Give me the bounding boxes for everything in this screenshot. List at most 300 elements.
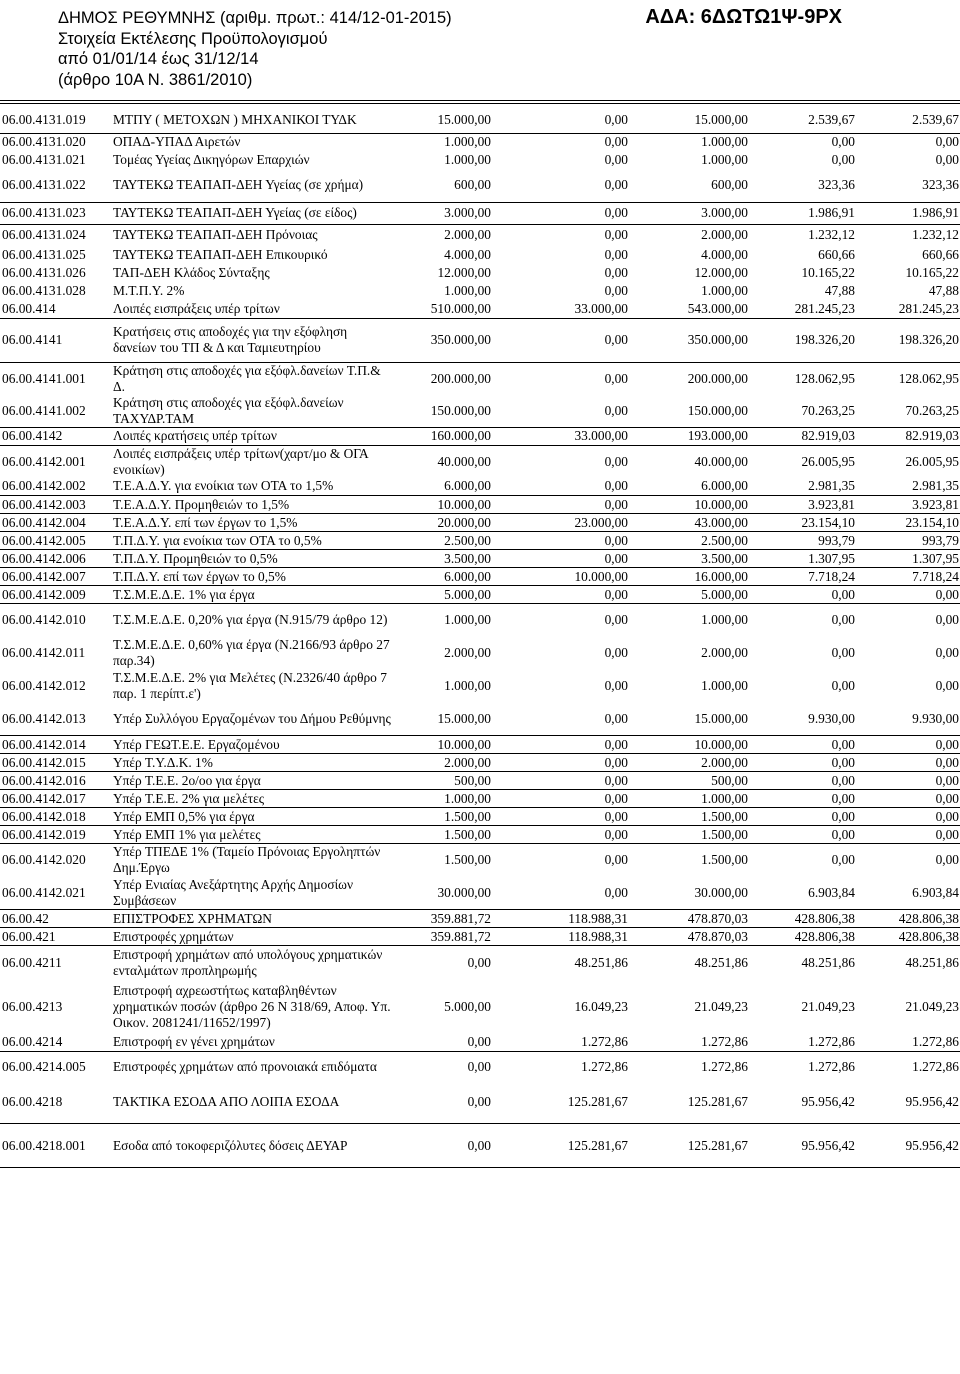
cell-c2: 23.000,00 bbox=[492, 514, 629, 532]
cell-code: 06.00.4142.010 bbox=[2, 612, 86, 628]
cell-c2: 16.049,23 bbox=[574, 998, 628, 1014]
cell-c2: 0,00 bbox=[492, 772, 629, 790]
table-row bbox=[0, 532, 960, 550]
cell-c5: 2.981,35 bbox=[856, 478, 960, 496]
cell-c1: 1.000,00 bbox=[444, 612, 491, 628]
cell-desc: Επιστροφή χρημάτων από υπολόγους χρηματικών ενταλμάτων προπληρωμής bbox=[113, 946, 383, 978]
cell-c2: 0,00 bbox=[604, 370, 628, 386]
cell-c3: 478.870,03 bbox=[629, 910, 749, 928]
cell-c3: 15.000,00 bbox=[629, 107, 749, 133]
cell-code: 06.00.4142.002 bbox=[0, 478, 112, 496]
cell-c1: 0,00 bbox=[392, 1082, 492, 1124]
cell-desc: Υπέρ Συλλόγου Εργαζομένων του Δήμου Ρεθύμνης bbox=[112, 703, 392, 736]
cell-c1: 12.000,00 bbox=[437, 265, 491, 280]
cell-desc: Κράτηση στις αποδοχές για εξόφλ.δανείων Τ.Π.& Δ. bbox=[113, 362, 381, 394]
cell-c2: 0,00 bbox=[492, 790, 629, 808]
cell-c2: 0,00 bbox=[604, 152, 628, 167]
cell-c5: 0,00 bbox=[935, 134, 959, 150]
cell-c5: 7.718,24 bbox=[856, 568, 960, 586]
cell-c2: 0,00 bbox=[492, 826, 629, 844]
cell-desc: Λοιπές εισπράξεις υπέρ τρίτων bbox=[112, 300, 392, 318]
header-municipality: ΔΗΜΟΣ ΡΕΘΥΜΝΗΣ (αριθμ. πρωτ.: 414/12-01-2015) bbox=[58, 9, 452, 27]
table-row bbox=[0, 772, 960, 790]
cell-desc: Εσοδα από τοκοφεριζόλυτες δόσεις ΔΕΥΑΡ bbox=[112, 1124, 392, 1168]
cell-c5: 6.903,84 bbox=[856, 877, 960, 910]
table-row bbox=[0, 1052, 960, 1082]
table-row bbox=[0, 946, 960, 980]
cell-desc: Επιστροφή εν γένει χρημάτων bbox=[112, 1034, 392, 1052]
cell-c4: 0,00 bbox=[749, 736, 856, 754]
cell-c2: 0,00 bbox=[604, 453, 628, 469]
cell-c1: 359.881,72 bbox=[392, 910, 492, 928]
cell-c5: 9.930,00 bbox=[856, 703, 960, 736]
table-row bbox=[0, 790, 960, 808]
cell-desc: Τ.Π.Δ.Υ. επί των έργων το 0,5% bbox=[112, 568, 392, 586]
table-row bbox=[0, 877, 960, 910]
cell-c1: 5.000,00 bbox=[444, 998, 491, 1014]
cell-code: 06.00.4142.006 bbox=[0, 550, 112, 568]
cell-c3: 2.500,00 bbox=[629, 532, 749, 550]
table-row bbox=[0, 586, 960, 604]
cell-c5: 10.165,22 bbox=[905, 265, 959, 280]
cell-c2: 33.000,00 bbox=[492, 427, 629, 445]
cell-c5: 0,00 bbox=[856, 772, 960, 790]
cell-c1: 600,00 bbox=[392, 169, 492, 202]
cell-c4: 1.986,91 bbox=[749, 202, 856, 224]
cell-c1: 359.881,72 bbox=[392, 928, 492, 946]
cell-c1: 2.500,00 bbox=[392, 532, 492, 550]
cell-c3: 1.272,86 bbox=[701, 1058, 748, 1074]
cell-c3: 543.000,00 bbox=[629, 300, 749, 318]
cell-c4: 2.981,35 bbox=[749, 478, 856, 496]
cell-code: 06.00.4131.021 bbox=[2, 152, 86, 167]
cell-c1: 1.500,00 bbox=[392, 808, 492, 826]
cell-code: 06.00.4142.011 bbox=[2, 645, 86, 660]
cell-c4: 428.806,38 bbox=[749, 928, 856, 946]
cell-desc: ΤΑΥΤΕΚΩ ΤΕΑΠΑΠ-ΔΕΗ Υγείας (σε είδος) bbox=[112, 202, 392, 224]
cell-c4: 95.956,42 bbox=[749, 1082, 856, 1124]
cell-c3: 5.000,00 bbox=[629, 586, 749, 604]
cell-c4: 21.049,23 bbox=[801, 998, 855, 1014]
cell-c4: 198.326,20 bbox=[749, 318, 856, 362]
cell-c5: 3.923,81 bbox=[856, 496, 960, 514]
cell-c5: 0,00 bbox=[856, 754, 960, 772]
table-row bbox=[0, 496, 960, 514]
table-row bbox=[0, 318, 960, 362]
cell-c3: 10.000,00 bbox=[629, 496, 749, 514]
cell-c1: 1.000,00 bbox=[444, 134, 491, 150]
cell-c3: 21.049,23 bbox=[694, 998, 748, 1014]
cell-c2: 0,00 bbox=[492, 496, 629, 514]
cell-c4: 0,00 bbox=[749, 772, 856, 790]
cell-c5: 1.986,91 bbox=[856, 202, 960, 224]
cell-code: 06.00.4142.017 bbox=[0, 790, 112, 808]
table-row bbox=[0, 637, 960, 670]
cell-code: 06.00.4142.003 bbox=[0, 496, 112, 514]
cell-desc: Κρατήσεις στις αποδοχές για την εξόφληση δανείων του ΤΠ & Δ και Ταμιευτηρίου bbox=[112, 318, 392, 362]
cell-c4: 660,66 bbox=[818, 247, 855, 262]
cell-code: 06.00.4142.014 bbox=[0, 736, 112, 754]
cell-code: 06.00.421 bbox=[0, 928, 112, 946]
cell-c4: 0,00 bbox=[749, 808, 856, 826]
cell-c1: 6.000,00 bbox=[392, 568, 492, 586]
cell-code: 06.00.4141.001 bbox=[2, 370, 86, 386]
cell-code: 06.00.4141.002 bbox=[0, 395, 112, 428]
cell-c5: 0,00 bbox=[935, 678, 959, 693]
cell-c4: 10.165,22 bbox=[801, 265, 855, 280]
cell-c4: 128.062,95 bbox=[794, 370, 855, 386]
cell-c2: 0,00 bbox=[604, 612, 628, 628]
cell-desc: Επιστροφές χρημάτων από προνοιακά επιδόματα bbox=[113, 1058, 377, 1074]
cell-c1: 3.000,00 bbox=[392, 202, 492, 224]
cell-c5: 0,00 bbox=[856, 586, 960, 604]
cell-c4: 95.956,42 bbox=[749, 1124, 856, 1168]
cell-c4: 323,36 bbox=[749, 169, 856, 202]
cell-desc: Τ.Ε.Α.Δ.Υ. για ενοίκια των ΟΤΑ το 1,5% bbox=[112, 478, 392, 496]
cell-c3: 48.251,86 bbox=[694, 954, 748, 970]
cell-desc: Υπέρ Τ.Υ.Δ.Κ. 1% bbox=[112, 754, 392, 772]
cell-desc: Κράτηση στις αποδοχές για εξόφλ.δανείων ΤΑΧΥΔΡ.ΤΑΜ bbox=[112, 395, 392, 428]
cell-c3: 10.000,00 bbox=[629, 736, 749, 754]
cell-c2: 1.272,86 bbox=[581, 1058, 628, 1074]
header-period: από 01/01/14 έως 31/12/14 bbox=[58, 50, 259, 68]
cell-c5: 0,00 bbox=[935, 612, 959, 628]
cell-c2: 0,00 bbox=[492, 478, 629, 496]
table-row bbox=[0, 910, 960, 928]
cell-desc: ΤΑΥΤΕΚΩ ΤΕΑΠΑΠ-ΔΕΗ Υγείας (σε χρήμα) bbox=[112, 169, 392, 202]
cell-c3: 16.000,00 bbox=[629, 568, 749, 586]
cell-c1: 510.000,00 bbox=[392, 300, 492, 318]
cell-c2: 0,00 bbox=[604, 265, 628, 280]
ada-code: ΑΔΑ: 6ΔΩΤΩ1Ψ-9ΡΧ bbox=[645, 6, 842, 28]
cell-code: 06.00.4141 bbox=[0, 318, 112, 362]
cell-desc: Επιστροφές χρημάτων bbox=[112, 928, 392, 946]
cell-c3: 1.500,00 bbox=[629, 808, 749, 826]
cell-c3: 478.870,03 bbox=[629, 928, 749, 946]
cell-c2: 0,00 bbox=[492, 877, 629, 910]
cell-c4: 0,00 bbox=[749, 754, 856, 772]
cell-c2: 1.272,86 bbox=[492, 1034, 629, 1052]
cell-c3: 350.000,00 bbox=[629, 318, 749, 362]
cell-c5: 428.806,38 bbox=[856, 910, 960, 928]
cell-code: 06.00.4131.019 bbox=[0, 107, 112, 133]
cell-c4: 70.263,25 bbox=[749, 395, 856, 428]
cell-c5: 0,00 bbox=[856, 790, 960, 808]
cell-c5: 1.272,86 bbox=[912, 1058, 959, 1074]
table-row bbox=[0, 514, 960, 532]
cell-c4: 0,00 bbox=[831, 612, 855, 628]
cell-c1: 4.000,00 bbox=[444, 247, 491, 262]
cell-code: 06.00.4142.005 bbox=[0, 532, 112, 550]
cell-c2: 0,00 bbox=[604, 134, 628, 150]
cell-c2: 0,00 bbox=[604, 645, 628, 660]
cell-c2: 0,00 bbox=[492, 586, 629, 604]
cell-c4: 281.245,23 bbox=[749, 300, 856, 318]
cell-c1: 0,00 bbox=[467, 1058, 491, 1074]
cell-c3: 193.000,00 bbox=[629, 427, 749, 445]
cell-desc: Τ.Σ.Μ.Ε.Δ.Ε. 1% για έργα bbox=[112, 586, 392, 604]
cell-c1: 30.000,00 bbox=[392, 877, 492, 910]
cell-c5: 0,00 bbox=[856, 826, 960, 844]
cell-c2: 0,00 bbox=[604, 247, 628, 262]
header-divider-1 bbox=[0, 100, 960, 101]
cell-c2: 0,00 bbox=[604, 227, 628, 243]
cell-c3: 600,00 bbox=[629, 169, 749, 202]
cell-desc: Τ.Σ.Μ.Ε.Δ.Ε. 0,60% για έργα (Ν.2166/93 άρθρο 27 παρ.34) bbox=[113, 637, 390, 668]
cell-c4: 1.307,95 bbox=[749, 550, 856, 568]
cell-c1: 2.000,00 bbox=[444, 227, 491, 243]
table-row bbox=[0, 151, 960, 169]
cell-c4: 0,00 bbox=[831, 134, 855, 150]
cell-desc: Υπέρ Ενιαίας Ανεξάρτητης Αρχής Δημοσίων Συμβάσεων bbox=[112, 877, 392, 910]
cell-c2: 118.988,31 bbox=[492, 910, 629, 928]
cell-c4: 47,88 bbox=[824, 283, 855, 298]
header-report-title: Στοιχεία Εκτέλεσης Προϋπολογισμού bbox=[58, 29, 328, 48]
cell-c3: 3.000,00 bbox=[629, 202, 749, 224]
cell-desc: Μ.Τ.Π.Υ. 2% bbox=[113, 283, 185, 298]
cell-c5: 23.154,10 bbox=[856, 514, 960, 532]
cell-c4: 9.930,00 bbox=[749, 703, 856, 736]
cell-c3: 1.000,00 bbox=[701, 612, 748, 628]
cell-c1: 10.000,00 bbox=[392, 496, 492, 514]
cell-c1: 0,00 bbox=[392, 1124, 492, 1168]
cell-code: 06.00.4131.020 bbox=[2, 134, 86, 150]
cell-c1: 0,00 bbox=[392, 1034, 492, 1052]
cell-c2: 0,00 bbox=[604, 678, 628, 693]
cell-c3: 2.000,00 bbox=[701, 645, 748, 660]
cell-c3: 1.500,00 bbox=[701, 852, 748, 868]
cell-c5: 660,66 bbox=[922, 247, 959, 262]
cell-desc: ΕΠΙΣΤΡΟΦΕΣ ΧΡΗΜΑΤΩΝ bbox=[112, 910, 392, 928]
cell-code: 06.00.4142.018 bbox=[0, 808, 112, 826]
cell-c5: 0,00 bbox=[856, 808, 960, 826]
cell-desc: Λοιπές εισπράξεις υπέρ τρίτων(χαρτ/μο & ΟΓΑ ενοικίων) bbox=[113, 445, 368, 477]
cell-c5: 0,00 bbox=[935, 152, 959, 167]
cell-c2: 0,00 bbox=[492, 808, 629, 826]
cell-code: 06.00.4142.007 bbox=[0, 568, 112, 586]
cell-code: 06.00.42 bbox=[0, 910, 112, 928]
cell-c4: 7.718,24 bbox=[749, 568, 856, 586]
cell-code: 06.00.4142.009 bbox=[0, 586, 112, 604]
cell-c2: 0,00 bbox=[492, 107, 629, 133]
cell-c3: 1.000,00 bbox=[701, 678, 748, 693]
cell-c5: 21.049,23 bbox=[905, 998, 959, 1014]
table-row bbox=[0, 826, 960, 844]
cell-c3: 30.000,00 bbox=[629, 877, 749, 910]
table-row bbox=[0, 224, 960, 246]
cell-code: 06.00.4214 bbox=[0, 1034, 112, 1052]
cell-c2: 0,00 bbox=[492, 395, 629, 428]
cell-code: 06.00.4131.024 bbox=[2, 227, 86, 243]
table-row bbox=[0, 427, 960, 445]
cell-c2: 0,00 bbox=[492, 169, 629, 202]
table-row bbox=[0, 169, 960, 202]
table-row bbox=[0, 736, 960, 754]
cell-c3: 150.000,00 bbox=[629, 395, 749, 428]
cell-c4: 1.272,86 bbox=[749, 1034, 856, 1052]
cell-c4: 6.903,84 bbox=[749, 877, 856, 910]
cell-c5: 1.272,86 bbox=[856, 1034, 960, 1052]
cell-desc: Τ.Ε.Α.Δ.Υ. Προμηθειών το 1,5% bbox=[112, 496, 392, 514]
cell-c1: 20.000,00 bbox=[392, 514, 492, 532]
cell-desc: Τ.Ε.Α.Δ.Υ. επί των έργων το 1,5% bbox=[112, 514, 392, 532]
cell-c3: 125.281,67 bbox=[629, 1082, 749, 1124]
table-row bbox=[0, 808, 960, 826]
cell-c5: 1.307,95 bbox=[856, 550, 960, 568]
cell-c2: 33.000,00 bbox=[492, 300, 629, 318]
cell-c3: 125.281,67 bbox=[629, 1124, 749, 1168]
table-row bbox=[0, 670, 960, 703]
cell-c1: 6.000,00 bbox=[392, 478, 492, 496]
cell-c5: 1.232,12 bbox=[912, 227, 959, 243]
cell-desc: ΤΑΠ-ΔΕΗ Κλάδος Σύνταξης bbox=[113, 265, 270, 280]
cell-c1: 1.000,00 bbox=[392, 790, 492, 808]
table-row bbox=[0, 300, 960, 318]
cell-c3: 15.000,00 bbox=[629, 703, 749, 736]
cell-desc: Υπέρ Τ.Ε.Ε. 2ο/οο για έργα bbox=[112, 772, 392, 790]
table-row bbox=[0, 362, 960, 395]
cell-code: 06.00.4142.019 bbox=[0, 826, 112, 844]
cell-c1: 15.000,00 bbox=[392, 107, 492, 133]
table-row bbox=[0, 703, 960, 736]
cell-c4: 993,79 bbox=[749, 532, 856, 550]
cell-code: 06.00.4142.020 bbox=[2, 852, 86, 868]
cell-c4: 3.923,81 bbox=[749, 496, 856, 514]
cell-c2: 125.281,67 bbox=[492, 1082, 629, 1124]
cell-c2: 0,00 bbox=[492, 754, 629, 772]
cell-c5: 428.806,38 bbox=[856, 928, 960, 946]
cell-code: 06.00.4131.022 bbox=[0, 169, 112, 202]
table-row bbox=[0, 478, 960, 496]
cell-c2: 0,00 bbox=[492, 532, 629, 550]
cell-desc: Υπέρ ΕΜΠ 1% για μελέτες bbox=[112, 826, 392, 844]
cell-c1: 15.000,00 bbox=[392, 703, 492, 736]
table-row bbox=[0, 604, 960, 637]
budget-table bbox=[0, 107, 960, 1168]
cell-c4: 428.806,38 bbox=[749, 910, 856, 928]
table-row bbox=[0, 202, 960, 224]
cell-code: 06.00.414 bbox=[0, 300, 112, 318]
cell-c1: 2.000,00 bbox=[444, 645, 491, 660]
budget-table-body bbox=[0, 107, 960, 1168]
cell-c2: 48.251,86 bbox=[574, 954, 628, 970]
table-row bbox=[0, 754, 960, 772]
cell-code: 06.00.4218 bbox=[0, 1082, 112, 1124]
cell-code: 06.00.4142.021 bbox=[0, 877, 112, 910]
cell-c3: 1.500,00 bbox=[629, 826, 749, 844]
cell-desc: ΤΑΚΤΙΚΑ ΕΣΟΔΑ ΑΠΟ ΛΟΙΠΑ ΕΣΟΔΑ bbox=[112, 1082, 392, 1124]
cell-c1: 500,00 bbox=[392, 772, 492, 790]
cell-c1: 3.500,00 bbox=[392, 550, 492, 568]
document-header bbox=[58, 8, 452, 90]
cell-c1: 5.000,00 bbox=[392, 586, 492, 604]
cell-c4: 0,00 bbox=[831, 645, 855, 660]
cell-desc: ΤΑΥΤΕΚΩ ΤΕΑΠΑΠ-ΔΕΗ Επικουρικό bbox=[113, 247, 328, 262]
cell-c3: 2.000,00 bbox=[701, 227, 748, 243]
cell-code: 06.00.4211 bbox=[2, 954, 62, 970]
cell-c1: 0,00 bbox=[467, 954, 491, 970]
header-divider-2 bbox=[0, 103, 960, 104]
cell-c3: 1.272,86 bbox=[629, 1034, 749, 1052]
cell-code: 06.00.4142 bbox=[0, 427, 112, 445]
cell-c5: 2.539,67 bbox=[856, 107, 960, 133]
cell-c2: 118.988,31 bbox=[492, 928, 629, 946]
cell-c4: 48.251,86 bbox=[801, 954, 855, 970]
cell-c1: 1.000,00 bbox=[444, 283, 491, 298]
table-row bbox=[0, 550, 960, 568]
cell-c2: 0,00 bbox=[604, 283, 628, 298]
cell-desc: Υπέρ Τ.Ε.Ε. 2% για μελέτες bbox=[112, 790, 392, 808]
cell-c4: 0,00 bbox=[749, 826, 856, 844]
cell-c2: 10.000,00 bbox=[492, 568, 629, 586]
cell-desc: Τομέας Υγείας Δικηγόρων Επαρχιών bbox=[113, 152, 310, 167]
table-row bbox=[0, 246, 960, 264]
table-row bbox=[0, 107, 960, 133]
cell-code: 06.00.4213 bbox=[2, 998, 63, 1014]
cell-code: 06.00.4131.026 bbox=[2, 265, 86, 280]
cell-c3: 200.000,00 bbox=[687, 370, 748, 386]
cell-code: 06.00.4131.028 bbox=[2, 283, 86, 298]
table-row bbox=[0, 980, 960, 1034]
cell-code: 06.00.4131.025 bbox=[2, 247, 86, 262]
table-row bbox=[0, 445, 960, 478]
cell-c5: 48.251,86 bbox=[905, 954, 959, 970]
cell-c2: 0,00 bbox=[492, 736, 629, 754]
cell-c4: 23.154,10 bbox=[749, 514, 856, 532]
cell-c4: 0,00 bbox=[831, 678, 855, 693]
cell-code: 06.00.4142.004 bbox=[0, 514, 112, 532]
table-row bbox=[0, 395, 960, 428]
cell-c3: 1.000,00 bbox=[701, 283, 748, 298]
cell-c1: 350.000,00 bbox=[392, 318, 492, 362]
cell-c5: 0,00 bbox=[935, 852, 959, 868]
cell-code: 06.00.4131.023 bbox=[0, 202, 112, 224]
cell-desc: ΜΤΠΥ ( ΜΕΤΟΧΩΝ ) ΜΗΧΑΝΙΚΟΙ ΤΥΔΚ bbox=[112, 107, 392, 133]
cell-desc: Τ.Π.Δ.Υ. για ενοίκια των ΟΤΑ το 0,5% bbox=[112, 532, 392, 550]
cell-desc: Υπέρ ΓΕΩΤ.Ε.Ε. Εργαζομένου bbox=[112, 736, 392, 754]
cell-desc: Επιστροφή αχρεωστήτως καταβληθέντων χρηματικών ποσών (άρθρο 26 Ν 318/69, Αποφ. Υπ. Οικον. 2081241/11652/1997) bbox=[113, 982, 391, 1030]
cell-c3: 500,00 bbox=[629, 772, 749, 790]
cell-c1: 200.000,00 bbox=[430, 370, 491, 386]
cell-desc: Υπέρ ΤΠΕΔΕ 1% (Ταμείο Πρόνοιας Εργοληπτών Δημ.Έργω bbox=[113, 844, 381, 876]
cell-c4: 26.005,95 bbox=[801, 453, 855, 469]
cell-c5: 95.956,42 bbox=[856, 1082, 960, 1124]
cell-c5: 95.956,42 bbox=[856, 1124, 960, 1168]
table-row bbox=[0, 1124, 960, 1168]
cell-c5: 70.263,25 bbox=[856, 395, 960, 428]
cell-c1: 2.000,00 bbox=[392, 754, 492, 772]
cell-desc: Λοιπές κρατήσεις υπέρ τρίτων bbox=[112, 427, 392, 445]
cell-c3: 1.000,00 bbox=[701, 134, 748, 150]
cell-desc: Τ.Π.Δ.Υ. Προμηθειών το 0,5% bbox=[112, 550, 392, 568]
cell-c2: 0,00 bbox=[604, 852, 628, 868]
table-row bbox=[0, 1082, 960, 1124]
cell-c3: 1.000,00 bbox=[701, 152, 748, 167]
cell-c3: 1.000,00 bbox=[629, 790, 749, 808]
table-row bbox=[0, 282, 960, 300]
cell-code: 06.00.4214.005 bbox=[2, 1058, 86, 1074]
cell-c3: 12.000,00 bbox=[694, 265, 748, 280]
cell-desc: ΟΠΑΔ-ΥΠΑΔ Αιρετών bbox=[113, 134, 241, 150]
cell-c5: 198.326,20 bbox=[856, 318, 960, 362]
cell-c1: 40.000,00 bbox=[437, 453, 491, 469]
cell-c1: 1.000,00 bbox=[444, 152, 491, 167]
cell-c5: 47,88 bbox=[928, 283, 959, 298]
cell-c3: 6.000,00 bbox=[629, 478, 749, 496]
cell-c2: 0,00 bbox=[492, 202, 629, 224]
cell-c3: 2.000,00 bbox=[629, 754, 749, 772]
cell-code: 06.00.4218.001 bbox=[0, 1124, 112, 1168]
